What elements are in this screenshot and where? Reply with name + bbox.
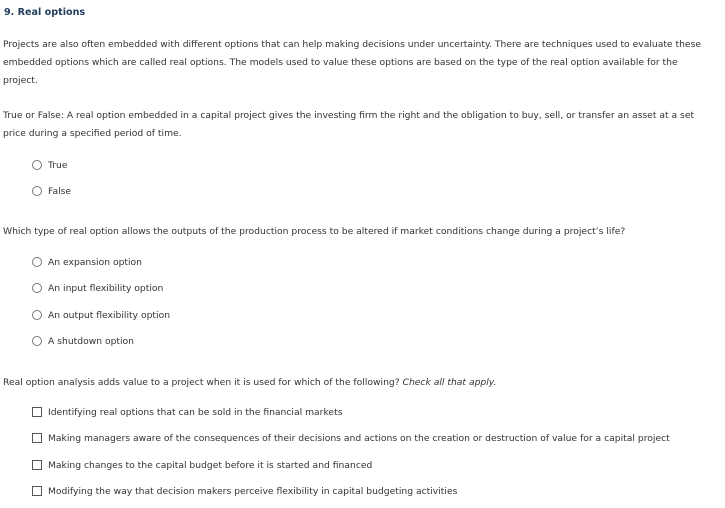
option-label: A shutdown option (48, 335, 135, 347)
option-label: An expansion option (48, 256, 142, 268)
q3-option-awareness[interactable] (32, 431, 670, 445)
checkbox[interactable] (32, 460, 42, 470)
checkbox[interactable] (32, 486, 42, 496)
q2-option-expansion[interactable] (32, 255, 142, 269)
option-label: False (48, 185, 72, 197)
radio-button[interactable] (32, 283, 42, 293)
radio-button[interactable] (32, 336, 42, 346)
radio-button[interactable] (32, 257, 42, 267)
question2-prompt: Which type of real option allows the outputs of the production process to be altered if market conditions change during a project’s life? (3, 226, 626, 237)
question3-prompt (3, 374, 703, 392)
checkbox[interactable] (32, 433, 42, 443)
option-label: Identifying real options that can be sold in the financial markets (48, 406, 343, 418)
option-label: Making managers aware of the consequences of their decisions and actions on the creation or destruction of value for a capital project (48, 432, 670, 444)
q3-option-budget-changes[interactable] (32, 458, 372, 472)
q2-option-shutdown[interactable] (32, 334, 134, 348)
option-label: True (48, 159, 68, 171)
question1-prompt: True or False: A real option embedded in a capital project gives the investing firm the right and the obligation to buy, sell, or transfer an asset at a set price during a specified period of time. (3, 110, 695, 139)
q2-option-input-flexibility[interactable] (32, 281, 163, 295)
q3-option-identifying[interactable] (32, 405, 342, 419)
intro-paragraph: Projects are also often embedded with different options that can help making decisions under uncertainty. There are techniques used to evaluate these embedded options which are called real options. The models used to value these options are based on the type of the real option available for the project. (3, 39, 702, 86)
radio-button[interactable] (32, 310, 42, 320)
q3-option-flexibility-perception[interactable] (32, 484, 457, 498)
option-label: An output flexibility option (48, 309, 171, 321)
q2-option-output-flexibility[interactable] (32, 308, 170, 322)
question3-text: Real option analysis adds value to a project when it is used for which of the following? (3, 377, 403, 388)
radio-button[interactable] (32, 160, 42, 170)
radio-button[interactable] (32, 186, 42, 196)
question3-instruction: Check all that apply. (402, 377, 497, 388)
q1-option-false[interactable] (32, 184, 71, 198)
q1-option-true[interactable] (32, 158, 68, 172)
checkbox[interactable] (32, 407, 42, 417)
section-title: 9. Real options (4, 7, 86, 18)
option-label: Modifying the way that decision makers perceive flexibility in capital budgeting activities (48, 485, 458, 497)
option-label: Making changes to the capital budget before it is started and financed (48, 459, 373, 471)
option-label: An input flexibility option (48, 282, 164, 294)
